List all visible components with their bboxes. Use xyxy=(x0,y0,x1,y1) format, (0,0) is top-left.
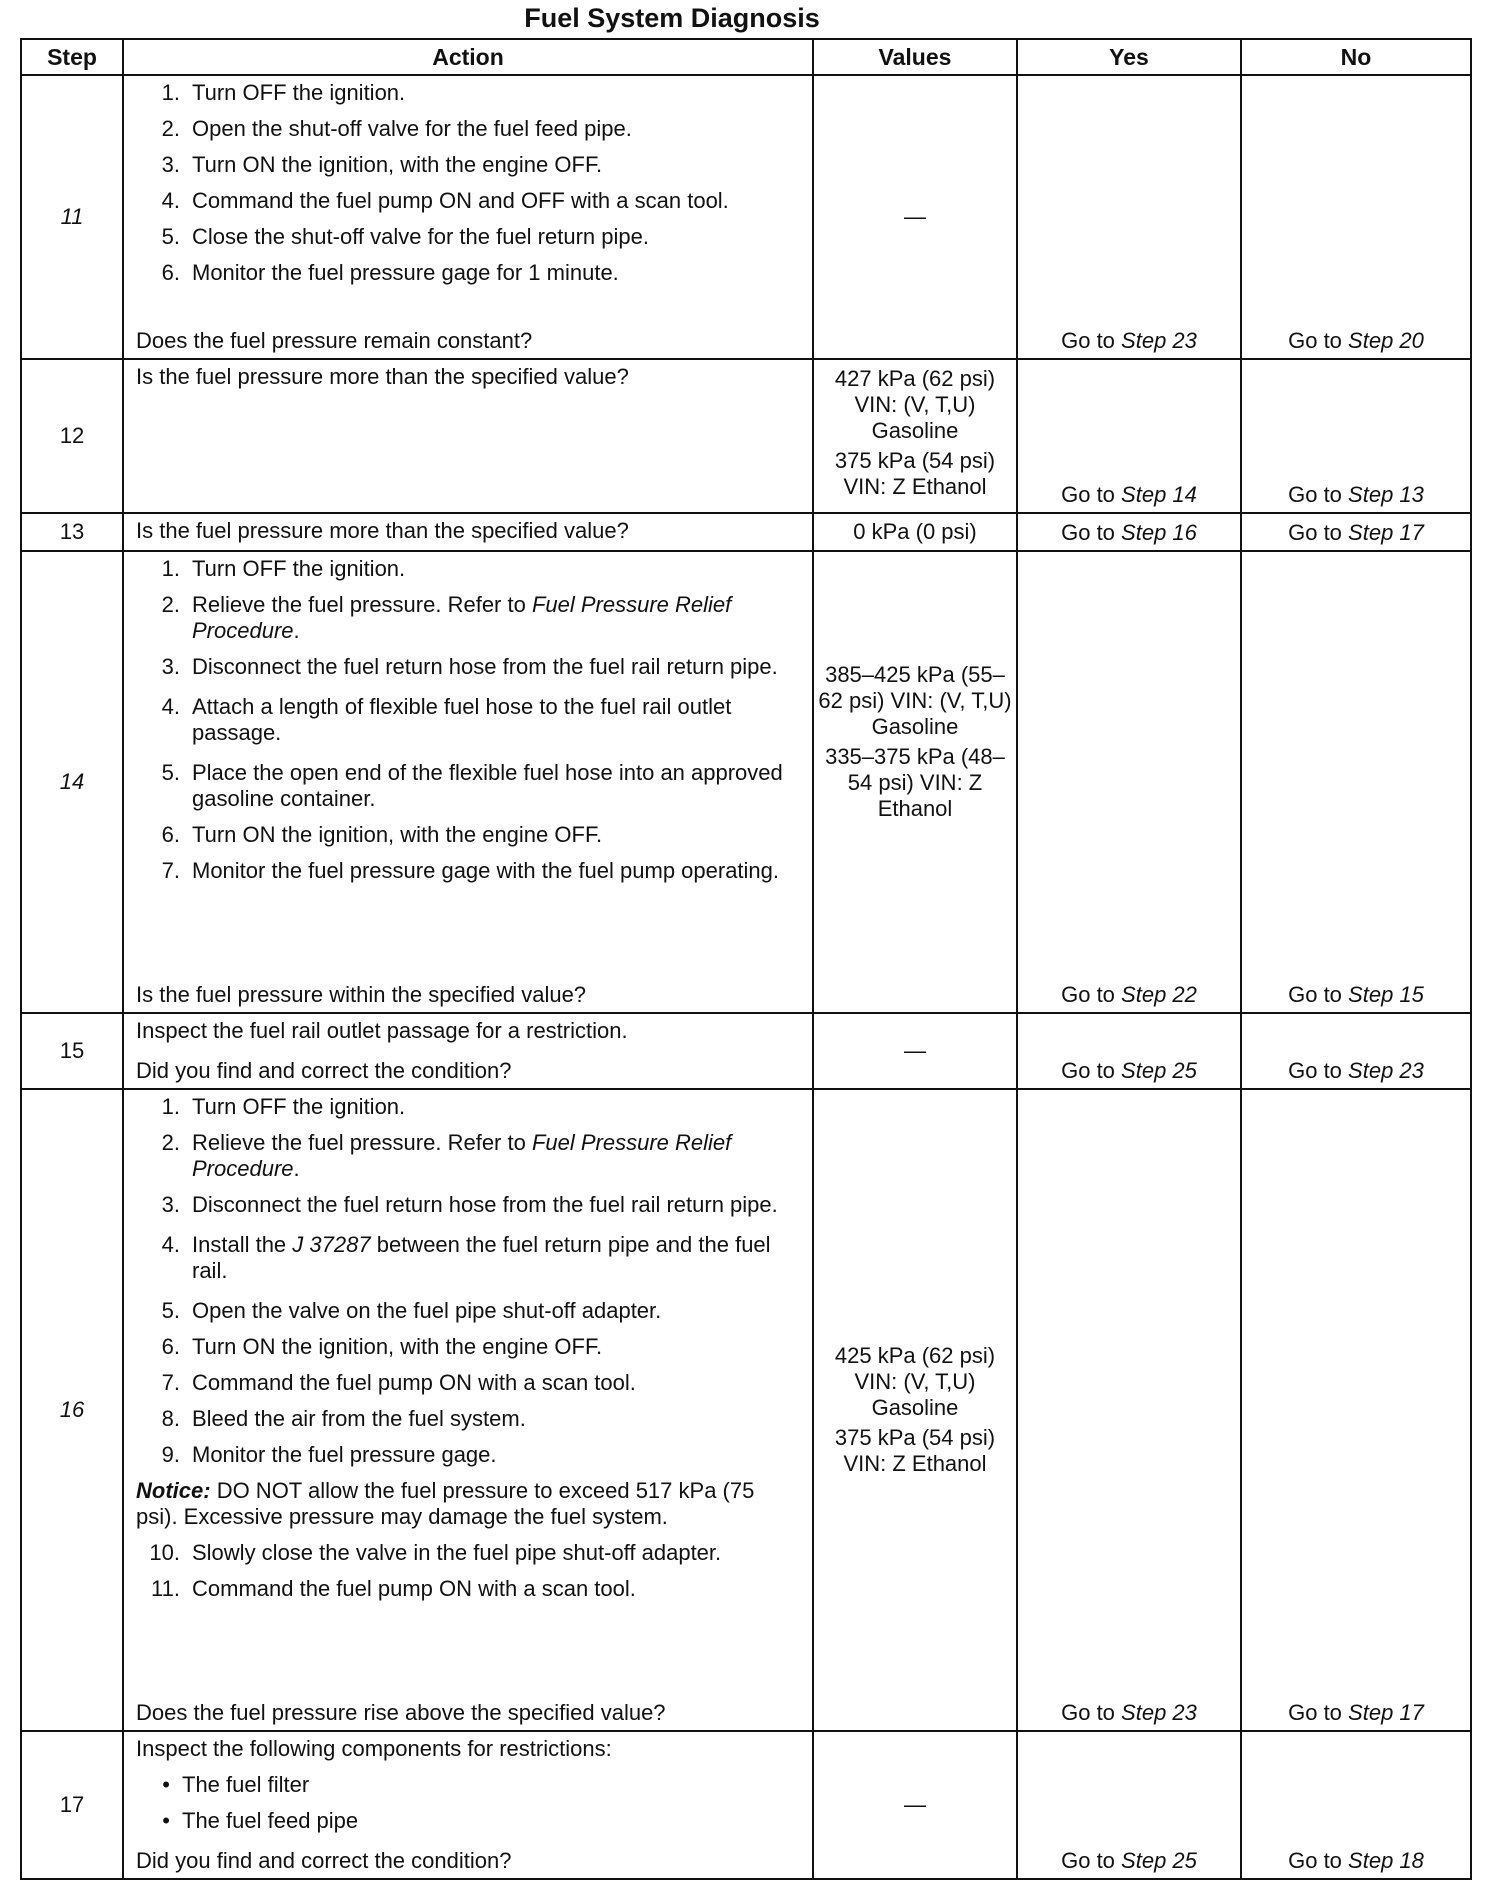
diagnosis-table xyxy=(20,38,1472,1880)
no-step-link[interactable]: Step 17 xyxy=(1348,1699,1424,1725)
no-prefix: Go to xyxy=(1288,482,1342,508)
list-item: 9. Monitor the fuel pressure gage. xyxy=(161,1441,497,1467)
action-cell xyxy=(123,75,813,359)
yes-cell xyxy=(1017,513,1241,551)
no-prefix: Go to xyxy=(1288,981,1342,1007)
question: Does the fuel pressure rise above the specified value? xyxy=(136,1699,666,1725)
action-list-continued xyxy=(136,1540,800,1612)
no-prefix: Go to xyxy=(1288,520,1342,546)
step-number: 12 xyxy=(21,359,123,513)
question: Did you find and correct the condition? xyxy=(136,1057,512,1083)
list-item: 3. Disconnect the fuel return hose from the fuel rail return pipe. xyxy=(161,1191,778,1217)
yes-prefix: Go to xyxy=(1061,327,1115,353)
value-ethanol: 335–375 kPa (48–54 psi) VIN: Z Ethanol xyxy=(825,744,1005,822)
no-step-link[interactable]: Step 23 xyxy=(1348,1057,1424,1083)
no-step-link[interactable]: Step 17 xyxy=(1348,520,1424,546)
action-text: Inspect the fuel rail outlet passage for a restriction. xyxy=(136,1017,628,1043)
question: Is the fuel pressure within the specified value? xyxy=(136,981,587,1007)
action-cell xyxy=(123,551,813,1012)
list-item: • The fuel feed pipe xyxy=(162,1807,359,1833)
tool-number: J 37287 xyxy=(292,1231,371,1257)
question: Did you find and correct the condition? xyxy=(136,1848,512,1873)
list-item: 6. Monitor the fuel pressure gage for 1 minute. xyxy=(161,260,619,285)
value-cell: — xyxy=(813,1731,1017,1879)
no-prefix: Go to xyxy=(1288,1699,1342,1725)
action-cell xyxy=(123,1089,813,1731)
no-step-link[interactable]: Step 13 xyxy=(1348,482,1424,508)
list-item: 5. Close the shut-off valve for the fuel return pipe. xyxy=(161,224,649,249)
question: Does the fuel pressure remain constant? xyxy=(136,327,533,353)
value-gasoline: 425 kPa (62 psi) VIN: (V, T,U) Gasoline xyxy=(834,1342,996,1420)
value-cell xyxy=(813,551,1017,1012)
no-cell xyxy=(1241,75,1471,359)
no-prefix: Go to xyxy=(1288,1057,1342,1083)
action-list xyxy=(136,80,800,296)
list-item: 7. Monitor the fuel pressure gage with the fuel pump operating. xyxy=(161,858,780,884)
table-row xyxy=(21,1089,1471,1731)
yes-prefix: Go to xyxy=(1061,1699,1115,1725)
list-item: 2. Open the shut-off valve for the fuel feed pipe. xyxy=(161,116,632,141)
yes-step-link[interactable]: Step 16 xyxy=(1121,520,1197,546)
yes-step-link[interactable]: Step 25 xyxy=(1121,1057,1197,1083)
value-ethanol: 375 kPa (54 psi) VIN: Z Ethanol xyxy=(834,1424,996,1476)
no-cell xyxy=(1241,551,1471,1012)
list-item: 1. Turn OFF the ignition. xyxy=(161,1093,406,1119)
no-cell xyxy=(1241,1089,1471,1731)
value-cell: 0 kPa (0 psi) xyxy=(813,513,1017,551)
value-gasoline: 385–425 kPa (55–62 psi) VIN: (V, T,U) Gasoline xyxy=(818,662,1012,740)
action-cell xyxy=(123,359,813,513)
list-item: 2. Relieve the fuel pressure. Refer to Fuel Pressure Relief Procedure. xyxy=(161,592,732,644)
yes-cell xyxy=(1017,75,1241,359)
no-prefix: Go to xyxy=(1288,327,1342,353)
header-values: Values xyxy=(813,39,1017,75)
list-item: 4. Install the J 37287 between the fuel return pipe and the fuel rail. xyxy=(161,1231,771,1283)
step-number: 13 xyxy=(21,513,123,551)
question: Is the fuel pressure more than the specified value? xyxy=(123,513,813,551)
yes-prefix: Go to xyxy=(1061,482,1115,508)
procedure-link[interactable]: Fuel Pressure Relief Procedure xyxy=(192,1129,732,1181)
yes-prefix: Go to xyxy=(1061,981,1115,1007)
list-item: 6. Turn ON the ignition, with the engine OFF. xyxy=(161,822,603,848)
table-row xyxy=(21,75,1471,359)
table-row xyxy=(21,1731,1471,1879)
yes-step-link[interactable]: Step 25 xyxy=(1121,1848,1197,1873)
value-gasoline: 427 kPa (62 psi) VIN: (V, T,U) Gasoline xyxy=(834,365,996,443)
yes-cell xyxy=(1017,1013,1241,1089)
yes-cell xyxy=(1017,359,1241,513)
notice-text: DO NOT allow the fuel pressure to exceed 517 kPa (75 psi). Excessive pressure may damage the fuel system. xyxy=(136,1477,755,1529)
step-number: 11 xyxy=(21,75,123,359)
table-row xyxy=(21,359,1471,513)
no-step-link[interactable]: Step 18 xyxy=(1348,1848,1424,1873)
no-prefix: Go to xyxy=(1288,1848,1342,1873)
yes-step-link[interactable]: Step 14 xyxy=(1121,482,1197,508)
value-cell xyxy=(813,1089,1017,1731)
no-cell xyxy=(1241,513,1471,551)
action-cell xyxy=(123,1731,813,1879)
header-row xyxy=(21,39,1471,75)
yes-step-link[interactable]: Step 23 xyxy=(1121,327,1197,353)
value-cell: — xyxy=(813,1013,1017,1089)
table-row xyxy=(21,513,1471,551)
list-item: 1. Turn OFF the ignition. xyxy=(161,556,406,582)
value-cell: — xyxy=(813,75,1017,359)
header-action: Action xyxy=(123,39,813,75)
page-title: Fuel System Diagnosis xyxy=(524,3,820,33)
list-item: 6. Turn ON the ignition, with the engine OFF. xyxy=(161,1333,603,1359)
step-number: 15 xyxy=(21,1013,123,1089)
yes-cell xyxy=(1017,1731,1241,1879)
notice xyxy=(136,1478,800,1530)
question: Is the fuel pressure more than the specified value? xyxy=(136,363,629,389)
notice-label: Notice: xyxy=(136,1477,211,1503)
no-cell xyxy=(1241,1013,1471,1089)
procedure-link[interactable]: Fuel Pressure Relief Procedure xyxy=(192,592,732,644)
list-item: 4. Attach a length of flexible fuel hose to the fuel rail outlet passage. xyxy=(161,694,732,746)
action-list xyxy=(136,556,800,894)
yes-step-link[interactable]: Step 22 xyxy=(1121,981,1197,1007)
yes-prefix: Go to xyxy=(1061,1848,1115,1873)
header-no: No xyxy=(1241,39,1471,75)
step-number: 14 xyxy=(21,551,123,1012)
list-item: 10. Slowly close the valve in the fuel pipe shut-off adapter. xyxy=(149,1539,722,1565)
table-row xyxy=(21,1013,1471,1089)
value-cell xyxy=(813,359,1017,513)
action-text: Inspect the following components for restrictions: xyxy=(136,1735,612,1761)
value-ethanol: 375 kPa (54 psi) VIN: Z Ethanol xyxy=(834,447,996,499)
list-item: 4. Command the fuel pump ON and OFF with a scan tool. xyxy=(161,188,729,213)
list-item: 3. Disconnect the fuel return hose from the fuel rail return pipe. xyxy=(161,654,778,680)
step-number: 16 xyxy=(21,1089,123,1731)
action-list xyxy=(136,1094,800,1478)
list-item: 2. Relieve the fuel pressure. Refer to Fuel Pressure Relief Procedure. xyxy=(161,1129,732,1181)
no-step-link[interactable]: Step 20 xyxy=(1348,327,1424,353)
no-cell xyxy=(1241,359,1471,513)
header-step: Step xyxy=(21,39,123,75)
list-item: 5. Open the valve on the fuel pipe shut-off adapter. xyxy=(161,1297,662,1323)
yes-cell xyxy=(1017,1089,1241,1731)
yes-step-link[interactable]: Step 23 xyxy=(1121,1699,1197,1725)
list-item: 8. Bleed the air from the fuel system. xyxy=(161,1405,526,1431)
list-item: 1. Turn OFF the ignition. xyxy=(161,80,406,105)
action-cell xyxy=(123,1013,813,1089)
list-item: 7. Command the fuel pump ON with a scan tool. xyxy=(161,1369,636,1395)
list-item: 11. Command the fuel pump ON with a scan tool. xyxy=(151,1575,636,1601)
list-item: 5. Place the open end of the flexible fuel hose into an approved gasoline container. xyxy=(161,760,783,812)
list-item: • The fuel filter xyxy=(162,1771,310,1797)
yes-prefix: Go to xyxy=(1061,1057,1115,1083)
yes-prefix: Go to xyxy=(1061,520,1115,546)
step-number: 17 xyxy=(21,1731,123,1879)
table-row xyxy=(21,551,1471,1012)
header-yes: Yes xyxy=(1017,39,1241,75)
no-step-link[interactable]: Step 15 xyxy=(1348,981,1424,1007)
bullet-list xyxy=(136,1772,800,1844)
list-item: 3. Turn ON the ignition, with the engine OFF. xyxy=(161,152,603,177)
yes-cell xyxy=(1017,551,1241,1012)
no-cell xyxy=(1241,1731,1471,1879)
